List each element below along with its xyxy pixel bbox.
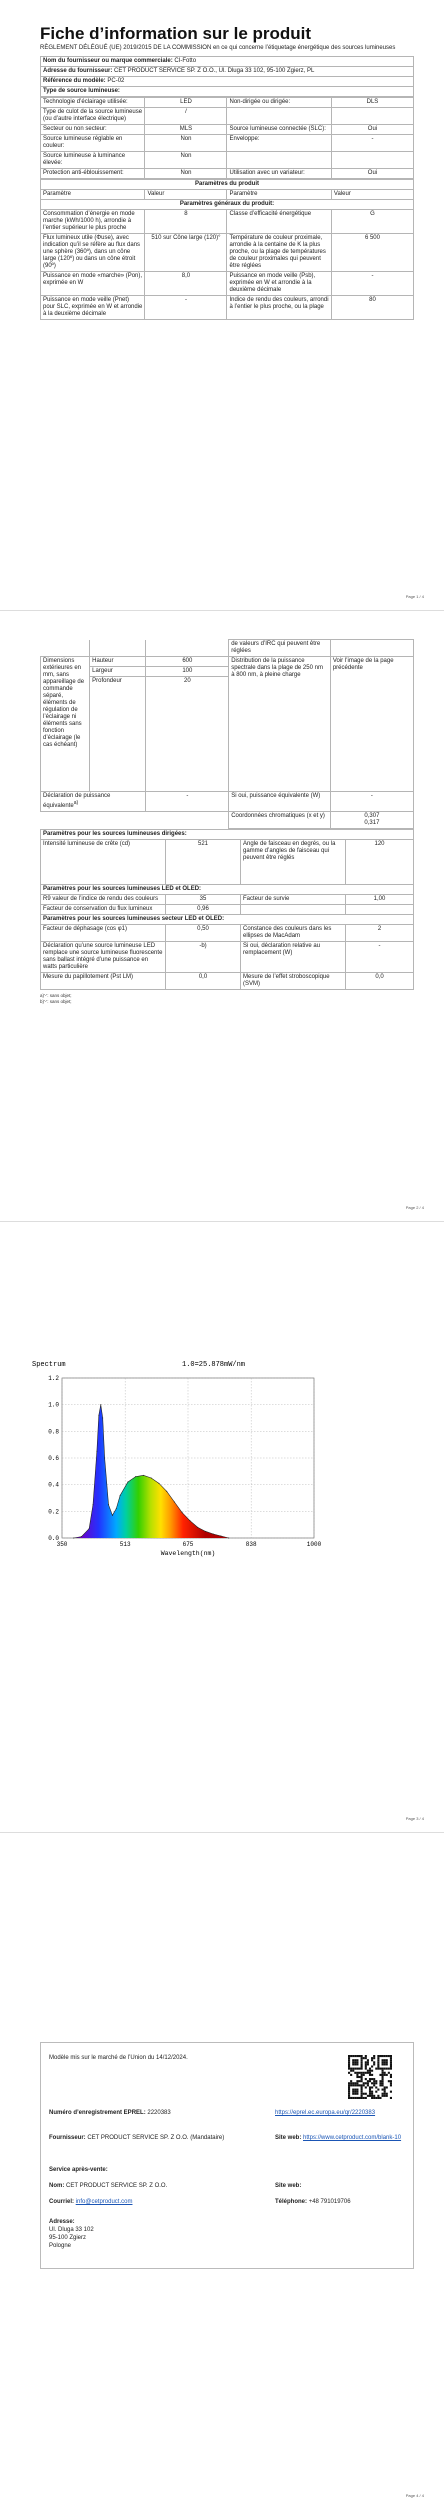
dimensions-table — [40, 639, 414, 829]
table-row — [41, 209, 414, 233]
param-value — [346, 905, 414, 915]
address-line: 95-100 Zgierz — [49, 2235, 87, 2241]
spectrum-point — [213, 1534, 214, 1535]
y-tick-label: 0.6 — [48, 1455, 59, 1462]
dim-name: Hauteur — [90, 657, 146, 667]
x-tick-label: 513 — [119, 1541, 131, 1548]
product-params-table — [40, 179, 414, 320]
identification-table — [40, 56, 414, 97]
table-row — [41, 271, 414, 295]
beam-angle-label: Angle de faisceau en degrés, ou la gamme d’angles de faisceau qui peuvent être réglés — [241, 840, 346, 885]
param-name: Puissance en mode veille (Psb), exprimée en W et arrondie à la deuxième décimale — [227, 271, 331, 295]
spectrum-point — [228, 1538, 229, 1539]
spectrum-point — [197, 1527, 198, 1528]
params-header: Paramètres du produit — [41, 179, 414, 189]
address-line: Ul. Dluga 33 102 — [49, 2227, 94, 2233]
param-value: - — [145, 295, 227, 319]
param-value: - — [331, 271, 413, 295]
table-row — [41, 905, 414, 915]
page-1 — [0, 0, 444, 610]
eprel-link[interactable]: https://eprel.ec.europa.eu/qr/2220383 — [275, 2110, 376, 2116]
type-value: Non — [145, 168, 227, 178]
param-name: Puissance en mode «marche» (Pon), exprimée en W — [41, 271, 145, 295]
mains-header: Paramètres pour les sources lumineuses secteur LED et OLED: — [41, 915, 414, 925]
equiv-watt-label: Si oui, puissance équivalente (W) — [229, 792, 331, 812]
param-name: Consommation d’énergie en mode marche (kWh/1000 h), arrondie à l’entier supérieur le plus proche — [41, 209, 145, 233]
type-param: Protection anti-éblouissement: — [41, 168, 145, 178]
param-value: - — [346, 942, 414, 973]
spectrum-point — [98, 1415, 99, 1416]
spectrum-point — [120, 1495, 121, 1496]
email-link[interactable]: info@cetproduct.com — [75, 2199, 133, 2205]
general-header: Paramètres généraux du produit: — [41, 199, 414, 209]
spectrum-point — [108, 1504, 109, 1505]
dim-value: 100 — [146, 667, 229, 677]
footnote: b)'-': sans objet; — [40, 999, 72, 1004]
led-header: Paramètres pour les sources lumineuses LED et OLED: — [41, 885, 414, 895]
param-value: 0,0 — [166, 973, 241, 990]
spectrum-point — [166, 1491, 167, 1492]
param-name: Indice de rendu des couleurs, arrondi à l’entier le plus proche, ou la plage — [227, 295, 331, 319]
page-number: Page 2 / 4 — [405, 1205, 424, 1210]
type-value: Non — [145, 134, 227, 151]
param-name: Mesure de l’effet stroboscopique (SVM) — [241, 973, 346, 990]
param-value: 0,50 — [166, 925, 241, 942]
param-name: Puissance en mode veille (Pnet) pour SLC, exprimée en W et arrondie à la deuxième décimale — [41, 295, 145, 319]
equiv-power-value: - — [146, 792, 229, 812]
param-name: Mesure du papillotement (Pst LM) — [41, 973, 166, 990]
dim-name: Largeur — [90, 667, 146, 677]
spectrum-point — [151, 1478, 152, 1479]
spectrum-point — [100, 1404, 101, 1405]
spectrum-point — [104, 1458, 105, 1459]
param-name: Température de couleur proximale, arrondie à la centaine de K la plus proche, ou la plage de températures de couleur proximales qui peuvent être réglées — [227, 233, 331, 271]
param-name: Classe d’efficacité énergétique — [227, 209, 331, 233]
peak-intensity-value: 521 — [166, 840, 241, 885]
cri-range-cont: de valeurs d’IRC qui peuvent être réglées — [229, 640, 331, 657]
spectrum-point — [220, 1536, 221, 1537]
param-name: R9 valeur de l’indice de rendu des couleurs — [41, 895, 166, 905]
type-value: Non — [145, 151, 227, 168]
dim-name: Profondeur — [90, 677, 146, 792]
supplier-value: CET PRODUCT SERVICE SP. Z O.O. (Mandataire) — [87, 2135, 225, 2141]
param-name — [241, 905, 346, 915]
email-label: Courriel: — [49, 2199, 75, 2205]
equiv-watt-value: - — [330, 792, 413, 812]
spectrum-point — [89, 1528, 90, 1529]
type-value: Oui — [331, 168, 413, 178]
y-tick-label: 0.8 — [48, 1428, 59, 1436]
param-name: Constance des couleurs dans les ellipses de MacAdam — [241, 925, 346, 942]
spectrum-point — [93, 1504, 94, 1505]
table-row — [41, 107, 414, 124]
y-tick-label: 1.2 — [48, 1375, 59, 1382]
page-title: Fiche d’information sur le produit — [40, 24, 312, 43]
dim-value: 20 — [146, 677, 229, 792]
table-row — [41, 295, 414, 319]
chroma-label: Coordonnées chromatiques (x et y) — [229, 812, 331, 829]
service-site-label: Site web: — [275, 2183, 302, 2189]
supplier-name-value: CI-Fotto — [174, 57, 197, 64]
param-name: Facteur de déphasage (cos φ1) — [41, 925, 166, 942]
type-param — [227, 107, 331, 124]
x-tick-label: 838 — [245, 1541, 257, 1548]
eprel-label: Numéro d’enregistrement EPREL: — [49, 2110, 146, 2116]
type-value — [331, 107, 413, 124]
directed-header: Paramètres pour les sources lumineuses dirigées: — [41, 830, 414, 840]
table-row — [41, 124, 414, 134]
address-line: Pologne — [49, 2243, 72, 2249]
page-number: Page 4 / 4 — [405, 2493, 424, 2498]
param-name: Si oui, déclaration relative au remplacement (W) — [241, 942, 346, 973]
supplier-address-value: CET PRODUCT SERVICE SP. Z O.O., Ul. Dluga 33 102, 95-100 Zgierz, PL — [114, 67, 315, 74]
type-value: DLS — [331, 97, 413, 107]
param-value: -b) — [166, 942, 241, 973]
service-name-label: Nom: — [49, 2183, 65, 2189]
type-param: Source lumineuse réglable en couleur: — [41, 134, 145, 151]
param-value: 6 500 — [331, 233, 413, 271]
x-tick-label: 350 — [56, 1541, 68, 1548]
spectrum-point — [205, 1531, 206, 1532]
spectrum-point — [102, 1418, 103, 1419]
footnotes — [40, 993, 414, 1005]
spd-label: Distribution de la puissance spectrale dans la plage de 250 nm à 800 nm, à pleine charge — [229, 657, 331, 792]
model-label: Référence du modèle: — [43, 77, 106, 84]
chroma-x: 0,307 — [364, 813, 380, 819]
light-source-type-table — [40, 97, 414, 179]
type-value: Oui — [331, 124, 413, 134]
footnote-a: a) — [73, 800, 79, 806]
param-name: Déclaration qu’une source lumineuse LED remplace une source lumineuse fluorescente sans ballast intégré d’une puissance en watts particulière — [41, 942, 166, 973]
param-value: 8 — [145, 209, 227, 233]
spectrum-annotation: 1.0=25.878mW/nm — [182, 1361, 246, 1369]
type-param: Source lumineuse à luminance élevée: — [41, 151, 145, 168]
table-row — [41, 97, 414, 107]
spd-value: Voir l’image de la page précédente — [330, 657, 413, 792]
param-name: Facteur de conservation du flux lumineux — [41, 905, 166, 915]
param-value: 1,00 — [346, 895, 414, 905]
phone-value: +48 791019706 — [308, 2199, 351, 2205]
page-2-content — [40, 639, 414, 1005]
type-param — [227, 151, 331, 168]
type-value — [331, 151, 413, 168]
type-param: Utilisation avec un variateur: — [227, 168, 331, 178]
type-param: Source lumineuse connectée (SLC): — [227, 124, 331, 134]
spectrum-point — [174, 1502, 175, 1503]
type-header: Type de source lumineuse: — [41, 86, 414, 96]
address-label: Adresse: — [49, 2219, 75, 2225]
table-row — [41, 895, 414, 905]
spectrum-chart — [32, 1356, 332, 1566]
y-tick-label: 0.4 — [48, 1481, 59, 1489]
spectrum-point — [112, 1515, 113, 1516]
y-tick-label: 0.0 — [48, 1535, 59, 1542]
type-value: - — [331, 134, 413, 151]
spectrum-svg — [32, 1356, 332, 1566]
type-param: Enveloppe: — [227, 134, 331, 151]
spectrum-point — [143, 1475, 144, 1476]
col-value-1: Valeur — [145, 189, 227, 199]
table-row — [41, 233, 414, 271]
website-link[interactable]: https://www.cetproduct.com/blank-10 — [303, 2135, 402, 2141]
equiv-power-label: Déclaration de puissance équivalente — [43, 793, 111, 809]
phone-label: Téléphone: — [275, 2199, 308, 2205]
type-value: / — [145, 107, 227, 124]
param-name: Flux lumineux utile (Φuse), avec indication qu’il se réfère au flux dans une sphère (360º), dans un cône large (120º) ou dans un cône étroit (90º) — [41, 233, 145, 271]
spectrum-point — [189, 1520, 190, 1521]
page-number: Page 1 / 4 — [405, 594, 424, 599]
table-row — [41, 973, 414, 990]
peak-intensity-label: Intensité lumineuse de crête (cd) — [41, 840, 166, 885]
service-header: Service après-vente: — [49, 2167, 108, 2173]
param-value: 2 — [346, 925, 414, 942]
page-2 — [0, 611, 444, 1221]
chroma-y: 0,317 — [364, 820, 380, 826]
param-value: 80 — [331, 295, 413, 319]
param-name: Facteur de survie — [241, 895, 346, 905]
directed-table — [40, 829, 414, 990]
footnote: a)'-': sans objet; — [40, 993, 72, 998]
spectrum-point — [127, 1482, 128, 1483]
table-row — [41, 942, 414, 973]
spectrum-point — [182, 1512, 183, 1513]
eprel-box — [40, 2042, 414, 2269]
y-tick-label: 0.2 — [48, 1508, 59, 1516]
model-value: PC-02 — [107, 77, 125, 84]
eprel-value: 2220383 — [147, 2110, 171, 2116]
spectrum-point — [73, 1538, 74, 1539]
x-tick-label: 1000 — [306, 1541, 322, 1548]
param-value: 0,0 — [346, 973, 414, 990]
param-value: G — [331, 209, 413, 233]
beam-angle-value: 120 — [346, 840, 414, 885]
type-value: LED — [145, 97, 227, 107]
supplier-address-label: Adresse du fournisseur: — [43, 67, 113, 74]
col-value-2: Valeur — [331, 189, 413, 199]
market-text: Modèle mis sur le marché de l’Union du 14/12/2024. — [49, 2055, 188, 2061]
dimensions-label: Dimensions extérieures en mm, sans appareillage de commande séparé, éléments de régulation de l’éclairage ni éléments sans fonction d’éclairage (le cas échéant) — [41, 657, 90, 792]
table-row — [41, 134, 414, 151]
product-info-sheet — [40, 24, 414, 320]
col-param-2: Paramètre — [227, 189, 331, 199]
supplier-name-label: Nom du fournisseur ou marque commerciale: — [43, 57, 173, 64]
qr-code-icon — [348, 2055, 392, 2099]
dim-value: 600 — [146, 657, 229, 667]
table-row — [41, 168, 414, 178]
spectrum-point — [116, 1508, 117, 1509]
type-param: Technologie d’éclairage utilisée: — [41, 97, 145, 107]
spectrum-title: Spectrum — [32, 1361, 66, 1369]
spectrum-point — [96, 1451, 97, 1452]
spectrum-point — [135, 1476, 136, 1477]
param-value: 8,0 — [145, 271, 227, 295]
x-axis-label: Wavelength(nm) — [160, 1550, 216, 1557]
type-param: Type de culot de la source lumineuse (ou d’autre interface électrique) — [41, 107, 145, 124]
supplier-label: Fournisseur: — [49, 2135, 86, 2141]
type-param: Secteur ou non secteur: — [41, 124, 145, 134]
spectrum-point — [158, 1483, 159, 1484]
type-param: Non-dirigée ou dirigée: — [227, 97, 331, 107]
spectrum-point — [81, 1536, 82, 1537]
col-param-1: Paramètre — [41, 189, 145, 199]
regulation-subtitle: RÈGLEMENT DÉLÉGUÉ (UE) 2019/2015 DE LA COMMISSION en ce qui concerne l’étiquetage énergétique des sources lumineuses — [40, 45, 396, 51]
y-tick-label: 1.0 — [48, 1401, 59, 1409]
param-value: 0,96 — [166, 905, 241, 915]
param-value: 35 — [166, 895, 241, 905]
x-tick-label: 675 — [182, 1541, 194, 1548]
page-number: Page 3 / 4 — [405, 1816, 424, 1821]
table-row — [41, 151, 414, 168]
service-name-value: CET PRODUCT SERVICE SP. Z O.O. — [66, 2183, 168, 2189]
type-value: MLS — [145, 124, 227, 134]
website-label: Site web: — [275, 2135, 302, 2141]
table-row — [41, 925, 414, 942]
param-value: 510 sur Cône large (120)° — [145, 233, 227, 271]
